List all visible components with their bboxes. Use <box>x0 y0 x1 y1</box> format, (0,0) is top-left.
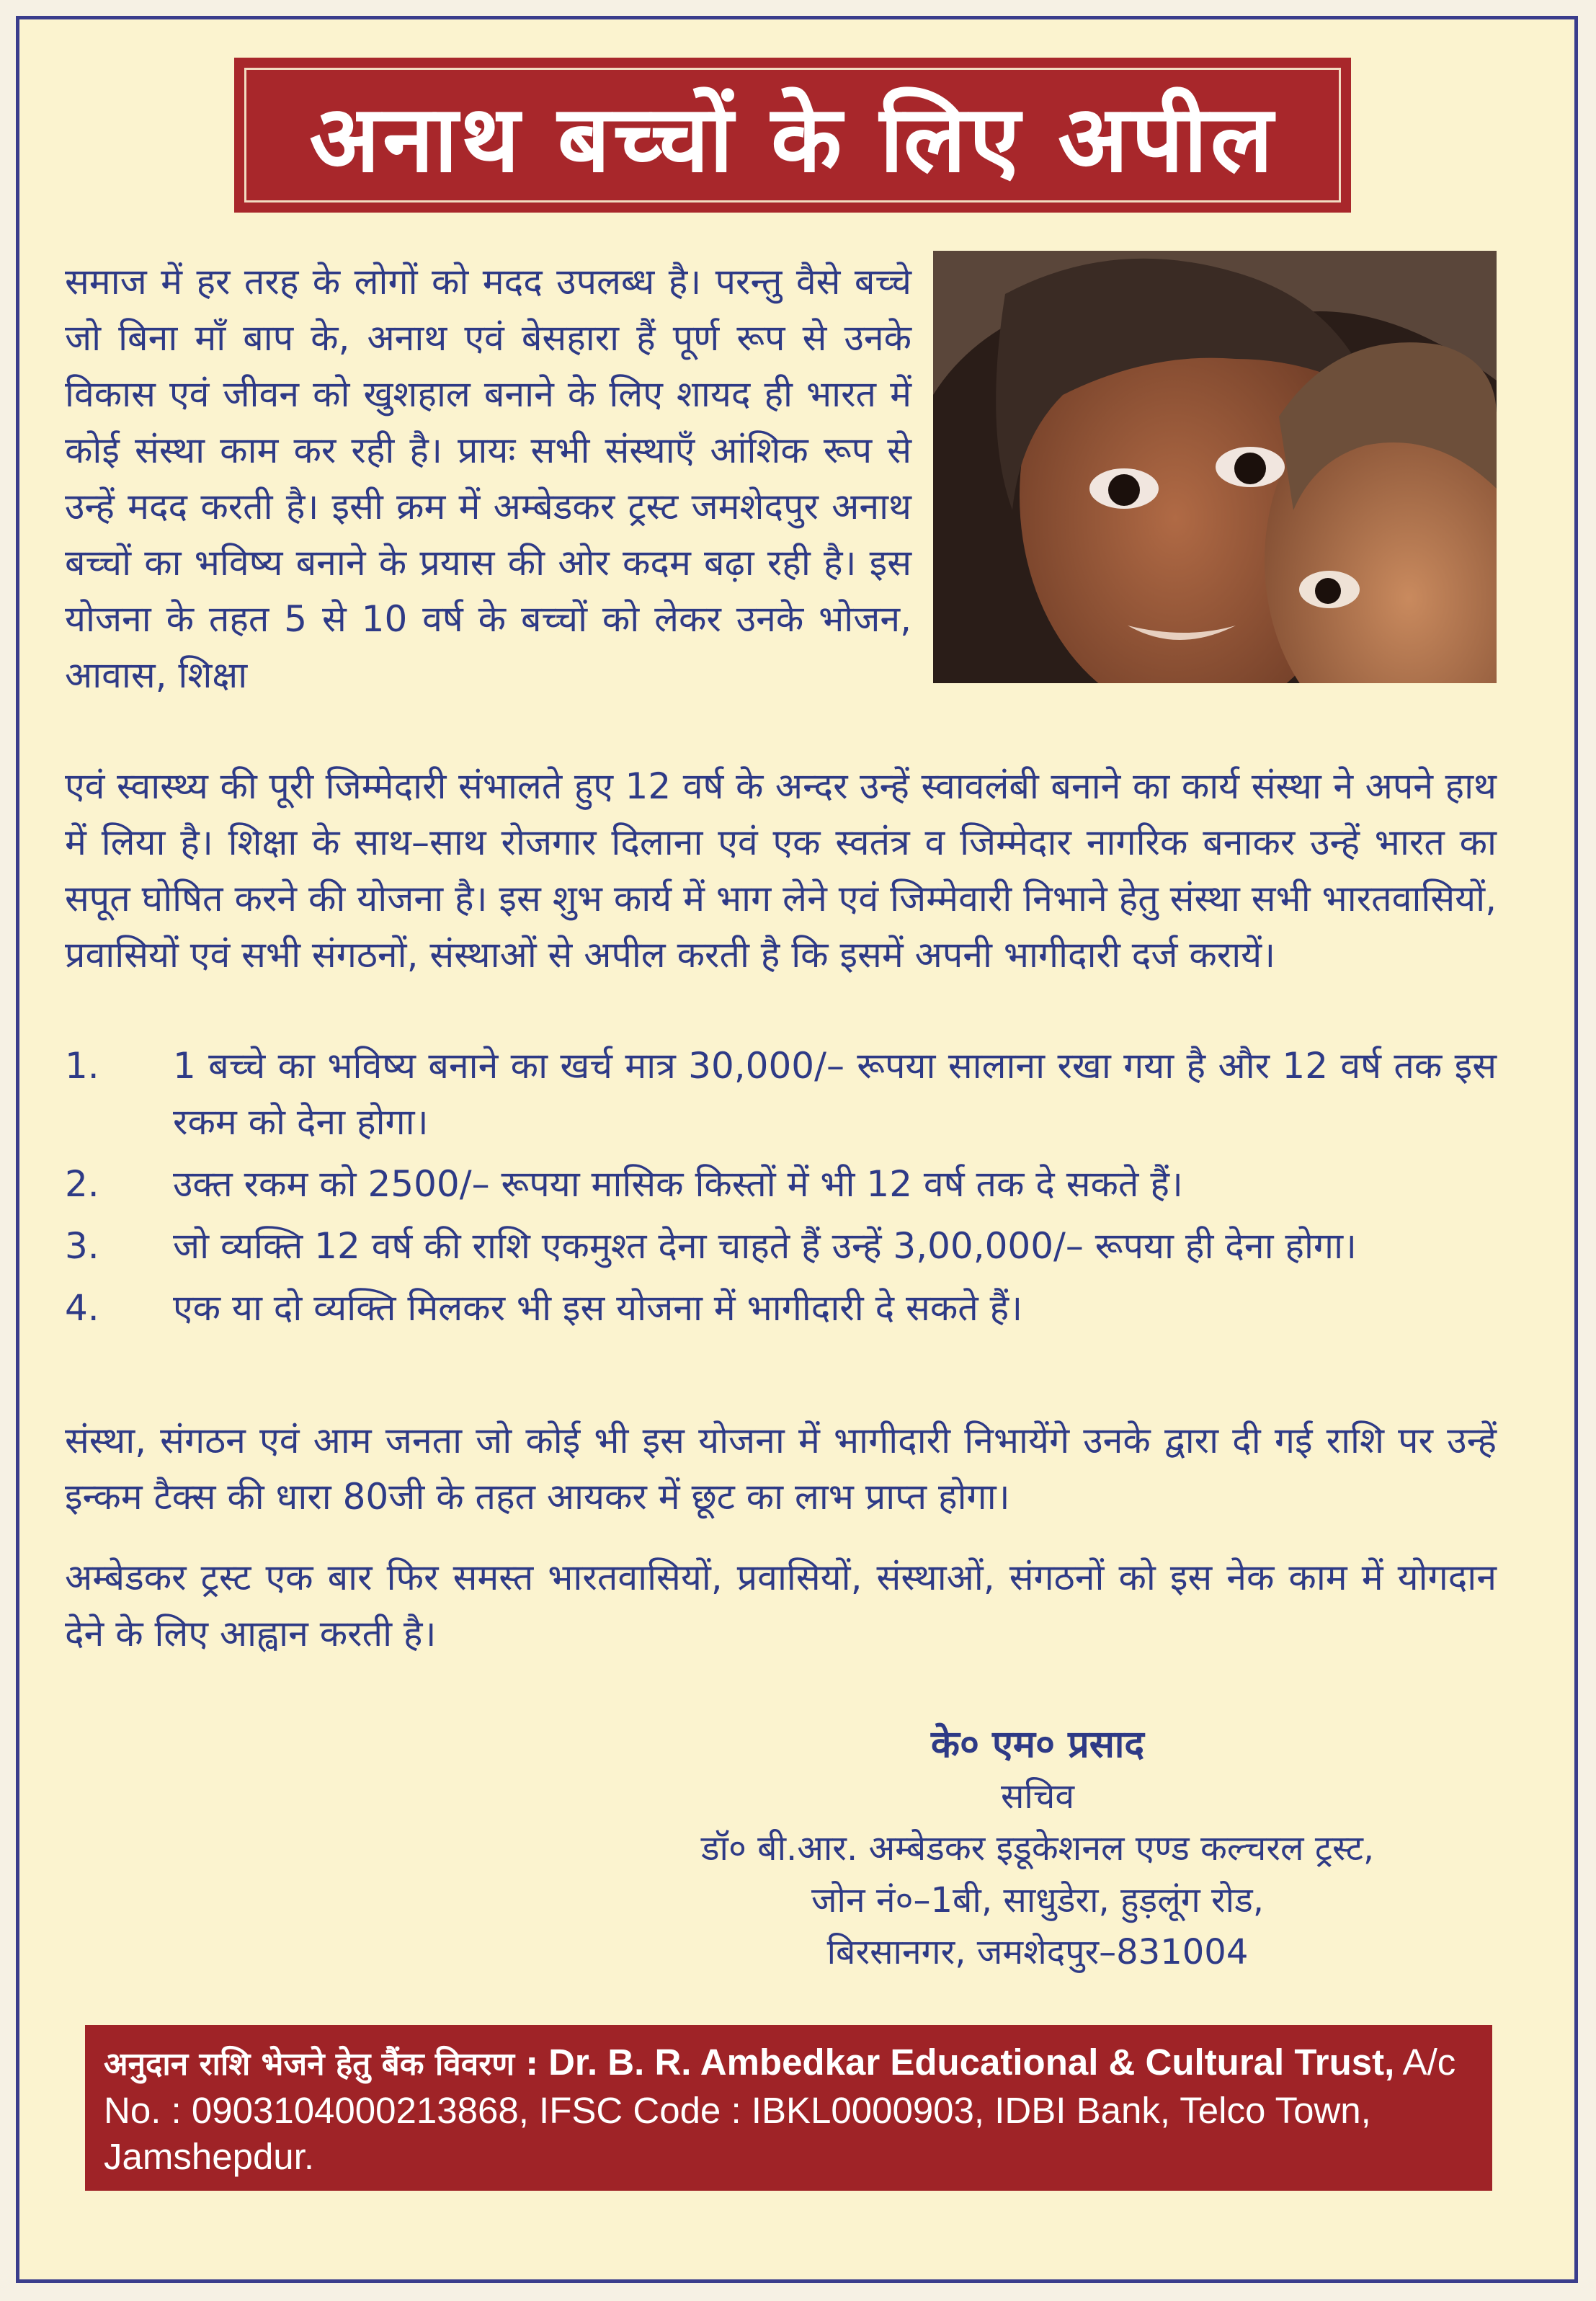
organization-name: डॉ० बी.आर. अम्बेडकर इडूकेशनल एण्ड कल्चरल ट्रस्ट, <box>700 1828 1375 1869</box>
tax-paragraph: संस्था, संगठन एवं आम जनता जो कोई भी इस योजना में भागीदारी निभायेंगे उनके द्वारा दी गई राशि पर उन्हें इन्कम टैक्स की धारा 80जी के तहत आयकर में छूट का लाभ प्राप्त होगा। <box>65 1420 1497 1518</box>
title-banner <box>234 58 1351 213</box>
list-item <box>65 1156 1497 1212</box>
intro-paragraph: समाज में हर तरह के लोगों को मदद उपलब्ध है। परन्तु वैसे बच्चे जो बिना माँ बाप के, अनाथ एवं बेसहारा हैं पूर्ण रूप से उनके विकास एवं जीवन को खुशहाल बनाने के लिए शायद ही भारत में कोई संस्था काम कर रही है। प्रायः सभी संस्थाएँ आंशिक रूप से उन्हें मदद करती है। इसी क्रम में अम्बेडकर ट्रस्ट जमशेदपुर अनाथ बच्चों का भविष्य बनाने के प्रयास की ओर कदम बढ़ा रही है। इस योजना के तहत 5 से 10 वर्ष के बच्चों को लेकर उनके भोजन, आवास, शिक्षा <box>65 261 911 696</box>
title-inner-border <box>244 68 1341 202</box>
children-photo <box>933 251 1497 683</box>
list-text: उक्त रकम को 2500/– रूपया मासिक किस्तों में भी 12 वर्ष तक दे सकते हैं। <box>173 1163 1183 1205</box>
list-item <box>65 1280 1497 1336</box>
list-text: एक या दो व्यक्ति मिलकर भी इस योजना में भागीदारी दे सकते हैं। <box>173 1287 1023 1329</box>
list-item <box>65 1038 1497 1150</box>
signature-block <box>612 1719 1463 1978</box>
list-text: जो व्यक्ति 12 वर्ष की राशि एकमुश्त देना चाहते हैं उन्हें 3,00,000/– रूपया ही देना होगा। <box>173 1225 1357 1267</box>
scheme-list <box>65 1038 1497 1342</box>
list-number: 3. <box>65 1225 99 1267</box>
scheme-paragraph: एवं स्वास्थ्य की पूरी जिम्मेदारी संभालते हुए 12 वर्ष के अन्दर उन्हें स्वावलंबी बनाने का कार्य संस्था ने अपने हाथ में लिया है। शिक्षा के साथ–साथ रोजगार दिलाना एवं एक स्वतंत्र व जिम्मेदार नागरिक बनाकर उन्हें भारत का सपूत घोषित करने की योजना है। इस शुभ कार्य में भाग लेने एवं जिम्मेवारी निभाने हेतु संस्था सभी भारतवासियों, प्रवासियों एवं सभी संगठनों, संस्थाओं से अपील करती है कि इसमें अपनी भागीदारी दर्ज करायें। <box>65 765 1497 976</box>
address-line-1: जोन नं०–1बी, साधुडेरा, हुड़लूंग रोड, <box>811 1880 1265 1921</box>
list-number: 4. <box>65 1287 99 1329</box>
list-number: 2. <box>65 1163 99 1205</box>
list-number: 1. <box>65 1045 99 1087</box>
signatory-designation: सचिव <box>1000 1776 1075 1817</box>
bank-label: अनुदान राशि भेजने हेतु बैंक विवरण : <box>104 2046 538 2083</box>
page-title: अनाथ बच्चों के लिए अपील <box>309 86 1276 193</box>
list-item <box>65 1218 1497 1274</box>
address-line-2: बिरसानगर, जमशेदपुर–831004 <box>826 1932 1249 1972</box>
account-name: Dr. B. R. Ambedkar Educational & Cultural Trust, <box>548 2042 1395 2083</box>
bank-details-box <box>85 2025 1492 2191</box>
children-photo-illustration <box>933 251 1497 683</box>
list-text: 1 बच्चे का भविष्य बनाने का खर्च मात्र 30,000/– रूपया सालाना रखा गया है और 12 वर्ष तक इस रकम को देना होगा। <box>173 1045 1497 1143</box>
appeal-paragraph: अम्बेडकर ट्रस्ट एक बार फिर समस्त भारतवासियों, प्रवासियों, संस्थाओं, संगठनों को इस नेक काम में योगदान देने के लिए आह्वान करती है। <box>65 1557 1497 1655</box>
signatory-name: के० एम० प्रसाद <box>931 1723 1144 1766</box>
account-details: A/c No. : 0903104000213868, IFSC Code : IBKL0000903, IDBI Bank, Telco Town, Jamshepdur. <box>104 2042 1456 2177</box>
